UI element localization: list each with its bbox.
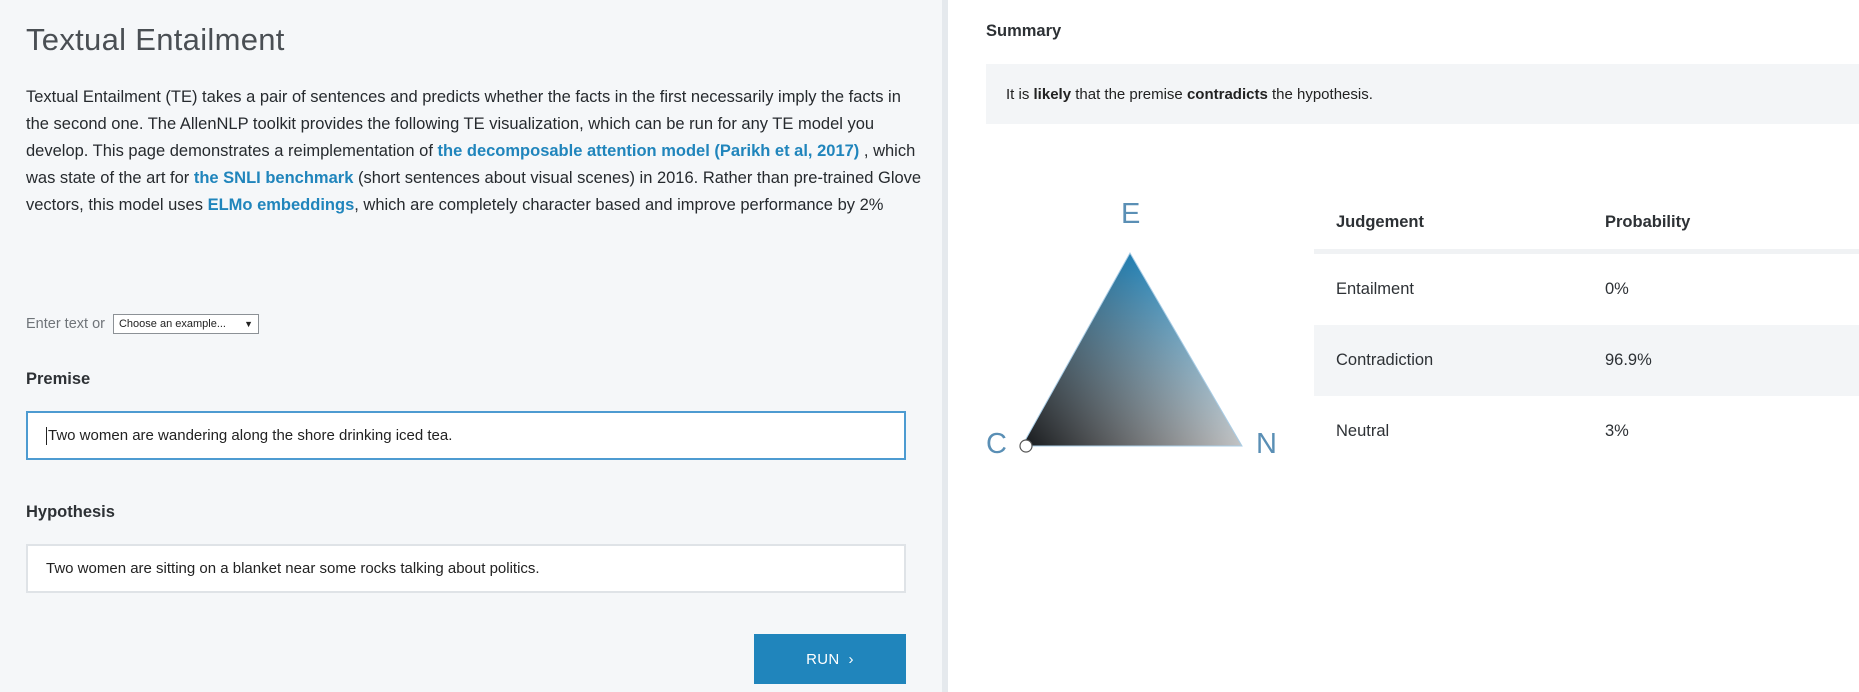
judgement-cell: Entailment bbox=[1336, 280, 1414, 298]
elmo-embeddings-link[interactable]: ELMo embeddings bbox=[207, 196, 355, 214]
caret-down-icon: ▼ bbox=[244, 319, 253, 329]
intro-text: , which are completely character based and improve performance by 2% bbox=[354, 196, 884, 214]
run-label: RUN bbox=[806, 650, 840, 668]
triangle-contradiction-fill bbox=[1022, 253, 1242, 446]
hypothesis-value: Two women are sitting on a blanket near some rocks talking about politics. bbox=[46, 560, 540, 577]
prediction-point bbox=[1020, 440, 1032, 452]
table-row bbox=[1314, 396, 1859, 467]
probability-table bbox=[1314, 196, 1859, 467]
intro-text: , which was state of the art for bbox=[26, 142, 916, 187]
hypothesis-label: Hypothesis bbox=[26, 503, 115, 521]
chevron-right-icon: › bbox=[848, 650, 854, 668]
premise-input[interactable] bbox=[26, 411, 906, 460]
example-row bbox=[26, 314, 259, 334]
intro-text: Textual Entailment (TE) takes a pair of sentences and predicts whether the facts in the first necessarily imply the facts in the second one. The AllenNLP toolkit provides the following TE visualization, which can be run for any TE model you develop. This page demonstrates a reimplementation of bbox=[26, 88, 901, 160]
table-row bbox=[1314, 325, 1859, 396]
premise-value: Two women are wandering along the shore drinking iced tea. bbox=[48, 427, 453, 444]
text-cursor bbox=[46, 427, 47, 445]
judgement-cell: Contradiction bbox=[1336, 351, 1434, 369]
entailment-triangle bbox=[980, 196, 1280, 476]
judgement-cell: Neutral bbox=[1336, 422, 1390, 440]
example-select[interactable] bbox=[113, 314, 259, 334]
probability-cell: 3% bbox=[1605, 422, 1629, 440]
triangle-label-neutral: N bbox=[1256, 428, 1277, 460]
hypothesis-input[interactable] bbox=[26, 544, 906, 593]
header-probability: Probability bbox=[1605, 213, 1691, 231]
intro-paragraph bbox=[26, 84, 926, 219]
snli-benchmark-link[interactable]: the SNLI benchmark bbox=[193, 169, 354, 187]
header-judgement: Judgement bbox=[1336, 213, 1425, 231]
page-title: Textual Entailment bbox=[26, 22, 285, 57]
example-select-value: Choose an example... bbox=[118, 318, 226, 330]
table-row bbox=[1314, 254, 1859, 325]
run-button[interactable] bbox=[754, 634, 906, 684]
triangle-label-entailment: E bbox=[1121, 198, 1141, 230]
triangle-label-contradiction: C bbox=[986, 428, 1007, 460]
probability-cell: 0% bbox=[1605, 280, 1629, 298]
pane-divider[interactable] bbox=[942, 0, 948, 692]
probability-cell: 96.9% bbox=[1605, 351, 1652, 369]
intro-text: (short sentences about visual scenes) in 2016. Rather than pre-trained Glove vectors, this model uses bbox=[26, 169, 922, 214]
summary-title: Summary bbox=[986, 22, 1062, 40]
summary-text: It is likely that the premise contradicts the hypothesis. bbox=[1006, 85, 1373, 103]
enter-text-label: Enter text or bbox=[26, 316, 105, 332]
premise-label: Premise bbox=[26, 370, 91, 388]
decomposable-attention-link[interactable]: the decomposable attention model (Parikh et al, 2017) bbox=[437, 142, 860, 160]
summary-box bbox=[986, 64, 1859, 124]
triangle-plot bbox=[980, 196, 1280, 476]
table-header bbox=[1314, 196, 1859, 254]
